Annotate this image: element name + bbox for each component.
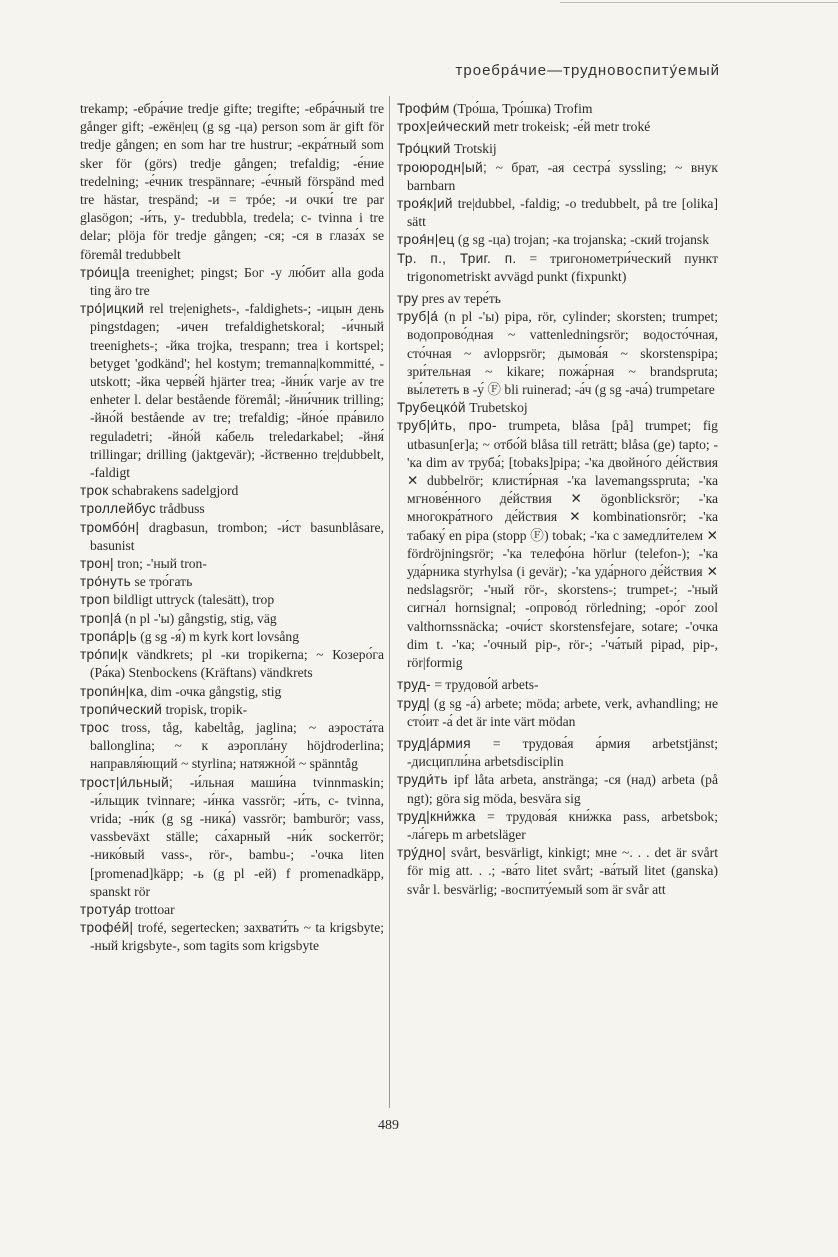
entry-headword: троюродн|ый; (397, 159, 488, 175)
entry-headword: трост|и́льный; (80, 774, 174, 790)
dictionary-entry (80, 100, 384, 264)
entry-definition: , dim -очка gångstig, stig (143, 683, 282, 699)
entry-definition: Trubetskoj (465, 400, 528, 416)
entry-definition: bildligt uttryck (talesätt), trop (109, 592, 275, 608)
entry-headword: тро́иц|а (80, 264, 130, 280)
dictionary-entry (80, 646, 384, 682)
entry-headword: трок (80, 483, 109, 499)
entry-headword: труд| (397, 695, 430, 711)
entry-definition: dragbasun, trombon; -и́ст basunblåsare, basunist (90, 519, 384, 553)
entry-headword: троя́н|ец (397, 232, 455, 248)
entry-definition: (g sg -а́) arbete; möda; arbete, verk, avhandling; не сто́ит -а́ det är inte värt mödan (407, 695, 718, 729)
entry-definition: treenighet; pingst; Бог -у лю́бит alla goda ting äro tre (90, 264, 384, 299)
dictionary-entry (80, 774, 384, 901)
entry-headword: троя́к|ий (397, 196, 453, 212)
dictionary-entry (397, 735, 718, 771)
entry-definition: tropisk, tropik- (162, 701, 248, 717)
entry-headword: труд- (397, 677, 431, 693)
dictionary-entry (397, 159, 718, 195)
dictionary-entry (80, 264, 384, 300)
dictionary-entry (397, 250, 718, 286)
entry-definition: metr trokeisk; -е́й metr troké (490, 119, 651, 135)
entry-definition: (n pl -'ы) pipa, rör, cylinder; skorsten; trumpet; водопрово́дная ~ vattenledningsrör; водосто́чная, сто́чная ~ avloppsrör; дымова́я ~ skorstenspipa; зри́тельная ~ kikare; пожа́рная ~ brandspruta; вы́лететь в -у́ Ⓕ bli ruinerad; -а́ч (g sg -ача́) trumpetare (407, 309, 718, 398)
entry-headword: труд|а́рмия (397, 735, 471, 751)
entry-definition: rel tre|enighets-, -faldighets-; -ицын день pingstdagen; -ичен trefaldighetskoral; -и́чный treenighets-; -йка trojka, trespann; trea i kortspel; betyget 'godkänd'; hel kostym; tremanna|kommitté, -utskott; -йка черве́й hjärter trea; -йни́к varje av tre enheter l. delar bestående föremål; -йни́чник trilling; -йно́й bestående av tre; trefaldig; -йно́е пра́вило reguladetri; -йно́й ка́бель treledarkabel; -йня́ trillingar; drilling (jaktgevär); -йственно tre|dubbelt, -faldigt (90, 301, 384, 481)
dictionary-entry (397, 140, 718, 158)
dictionary-entry (397, 308, 718, 399)
entry-definition: = трудово́й arbets- (430, 677, 539, 693)
entry-headword: тропи́ческий (80, 701, 163, 717)
page-number: 489 (378, 1118, 399, 1133)
entry-headword: трофе́й| (80, 920, 134, 936)
dictionary-entry (80, 628, 384, 646)
top-edge-line (560, 2, 838, 3)
entry-headword: трох|еи́ческий (397, 119, 491, 135)
entry-headword: тру (397, 291, 419, 307)
entry-definition: trumpeta, blåsa [på] trumpet; fig utbasun[er]a; ~ отбо́й blåsa till reträtt; blåsa (ge) tapto; -'ка dim av труба́; [tobaks]pipa; -'ка двойно́го де́йствия ✕ dubbelrör; клисти́рная -'ка lavemangsspruta; -'ка мгнове́нного де́йствия ✕ ögonblicksrör; -'ка многокра́тного де́йствия ✕ kombinationsrör; -'ка табаку́ en pipa (stopp Ⓕ) tobak; -'ка с замедли́телем ✕ fördröjningsrör; -'ка телефо́на hörlur (telefon-); -'ка уда́рника styrhylsa (i gevär); -'ка уда́рного де́йствия ✕ nedslagsrör; -'ный rör-, skorstens-; trumpet-; -'ный сигна́л hornsignal; -опрово́д rörledning; -оро́г zool valthornssnäcka; -очи́ст skorstensfejare, sotare; -'очка dim t. -'ка; -'очный pip-, rör-; -'ча́тый pipad, pip-, rör|formig (407, 418, 718, 671)
entry-headword: труб|и́ть, про- (397, 418, 497, 434)
dictionary-entry (397, 417, 718, 672)
entry-definition: pres av тере́ть (418, 291, 501, 307)
left-column (80, 100, 384, 956)
entry-definition: trottoar (131, 901, 175, 917)
entry-definition: trådbuss (156, 501, 205, 517)
entry-headword: Трофи́м (397, 101, 450, 116)
entry-headword: тру́дно| (397, 845, 447, 861)
dictionary-entry (80, 482, 384, 500)
dictionary-entry (397, 195, 718, 231)
entry-definition: svårt, besvärligt, kinkigt; мне ~. . . det är svårt för mig att. . .; -ва́то litet svårt; -ва́тый litet (ganska) svår l. besvärlig; -воспиту́емый som är svår att (407, 845, 718, 897)
dictionary-entry (80, 555, 384, 573)
dictionary-entry (80, 573, 384, 591)
entry-headword: труд|кни́жка (397, 808, 476, 824)
entry-definition: tron; -'ный tron- (113, 556, 207, 572)
entry-definition: se тро́гать (131, 574, 193, 590)
dictionary-entry (80, 519, 384, 555)
entry-definition: (Тро́ша, Тро́шка) Trofim (449, 101, 593, 116)
entry-headword: троп (80, 592, 110, 608)
entry-definition: (n pl -'ы) gångstig, stig, väg (121, 610, 277, 626)
dictionary-entry (80, 919, 384, 955)
entry-headword: труб|а́ (397, 309, 439, 325)
entry-definition: = трудова́я а́рмия arbetstjänst; -дисципли́на arbetsdisciplin (407, 735, 718, 770)
entry-headword: Тро́цкий (397, 141, 451, 157)
entry-headword: тро́|ицкий (80, 301, 145, 317)
entry-definition: schabrakens sadelgjord (108, 483, 239, 499)
entry-definition: Trotskij (450, 141, 497, 157)
dictionary-entry (80, 500, 384, 518)
dictionary-entry (397, 290, 718, 308)
entry-definition: = тригонометри́ческий пункт trigonometriskt avvägd punkt (fixpunkt) (407, 250, 719, 284)
entry-headword: труди́ть (397, 772, 448, 788)
dictionary-entry (80, 683, 384, 701)
dictionary-entry (80, 300, 384, 482)
entry-headword: тро́нуть (80, 574, 132, 590)
running-head: троебра́чие—трудновоспиту́емый (455, 62, 720, 79)
dictionary-entry (397, 808, 718, 844)
dictionary-entry (397, 100, 718, 118)
entry-headword: трос (80, 719, 110, 735)
entry-headword: Тр. п., Триг. п. (397, 250, 517, 266)
entry-headword: тро́пи|к (80, 647, 128, 663)
dictionary-entry (80, 901, 384, 919)
entry-definition: -и́льная маши́на tvinnmaskin; -и́льщик tvinnare; -и́нка vassrör; -и́ть, с- tvinna, vrida; -ни́к (g sg -ника́) vassrör; bamburör; vass, vassbeväxt ställe; са́харный -ни́к sockerrör; -нико́вый vass-, rör-, bambu-; -'очка liten [promenad]käpp; -ь (g pl -ей) f promenadkäpp, spanskt rör (90, 774, 384, 899)
dictionary-entry (80, 610, 384, 628)
dictionary-entry (397, 399, 718, 417)
entry-headword: Трубецко́й (397, 400, 466, 416)
entry-definition: (g sg -ца) trojan; -ка trojanska; -ский trojansk (454, 232, 710, 248)
dictionary-entry (80, 591, 384, 609)
entry-definition: vändkrets; pl -ки tropikerna; ~ Козеро́га (Ра́ка) Stenbockens (Kräftans) vändkrets (90, 647, 384, 681)
entry-headword: троп|а́ (80, 610, 122, 626)
entry-definition: = трудова́я кни́жка pass, arbetsbok; -ла́герь m arbetsläger (407, 808, 718, 842)
dictionary-entry (80, 701, 384, 719)
dictionary-entry (397, 231, 718, 249)
dictionary-entry (397, 695, 718, 731)
entry-headword: тропа́р|ь (80, 628, 137, 644)
entry-definition: tross, tåg, kabeltåg, jaglina; ~ аэроста́та ballonglina; ~ к аэропла́ну höjdroderlina; направля́ющий ~ styrlina; натяжно́й ~ spänntåg (90, 719, 384, 772)
entry-definition: ~ брат, -ая сестра́ syssling; ~ внук barnbarn (407, 159, 718, 193)
entry-headword: тромбо́н| (80, 519, 140, 535)
entry-headword: трон| (80, 556, 114, 572)
entry-definition: trofé, segertecken; захвати́ть ~ ta krigsbyte; -ный krigsbyte-, som tagits som krigsbyte (90, 920, 384, 954)
entry-definition: (g sg -я́) m kyrk kort lovsång (136, 628, 300, 644)
entry-definition: ipf låta arbeta, anstränga; -ся (над) arbeta (på ngt); göra sig möda, besvära sig (407, 772, 718, 806)
column-divider (389, 96, 390, 1108)
entry-headword: тропи́н|ка (80, 683, 144, 699)
entry-headword: троллейбус (80, 501, 156, 517)
entry-definition: trekamp; -ебра́чие tredje gifte; tregifte; -ебра́чный tre gånger gift; -ежён|ец (g sg -ца) person som är gift för tredje gången; en som har tre hustrur; -екра́тный som sker för (görs) tredje gången; trefaldig; -е́ние tredelning; -е́чник trespännare; -е́чный förspänd med tre hästar, trespänd; -и = трóе; -и очки́ tre par glasögon; -и́ть, у- tredubbla, tredela; с- tvinna i tre delar; plöja för tredje gången; -ся; -ся в глаза́х se föremål tredubbelt (80, 101, 384, 262)
dictionary-entry (397, 771, 718, 807)
dictionary-entry (397, 676, 718, 694)
right-column (397, 100, 718, 899)
dictionary-entry (397, 118, 718, 136)
entry-headword: тротуа́р (80, 901, 132, 917)
dictionary-entry (397, 844, 718, 899)
dictionary-entry (80, 719, 384, 774)
entry-definition: tre|dubbel, -faldig; -о tredubbelt, på tre [olika] sätt (407, 196, 718, 230)
